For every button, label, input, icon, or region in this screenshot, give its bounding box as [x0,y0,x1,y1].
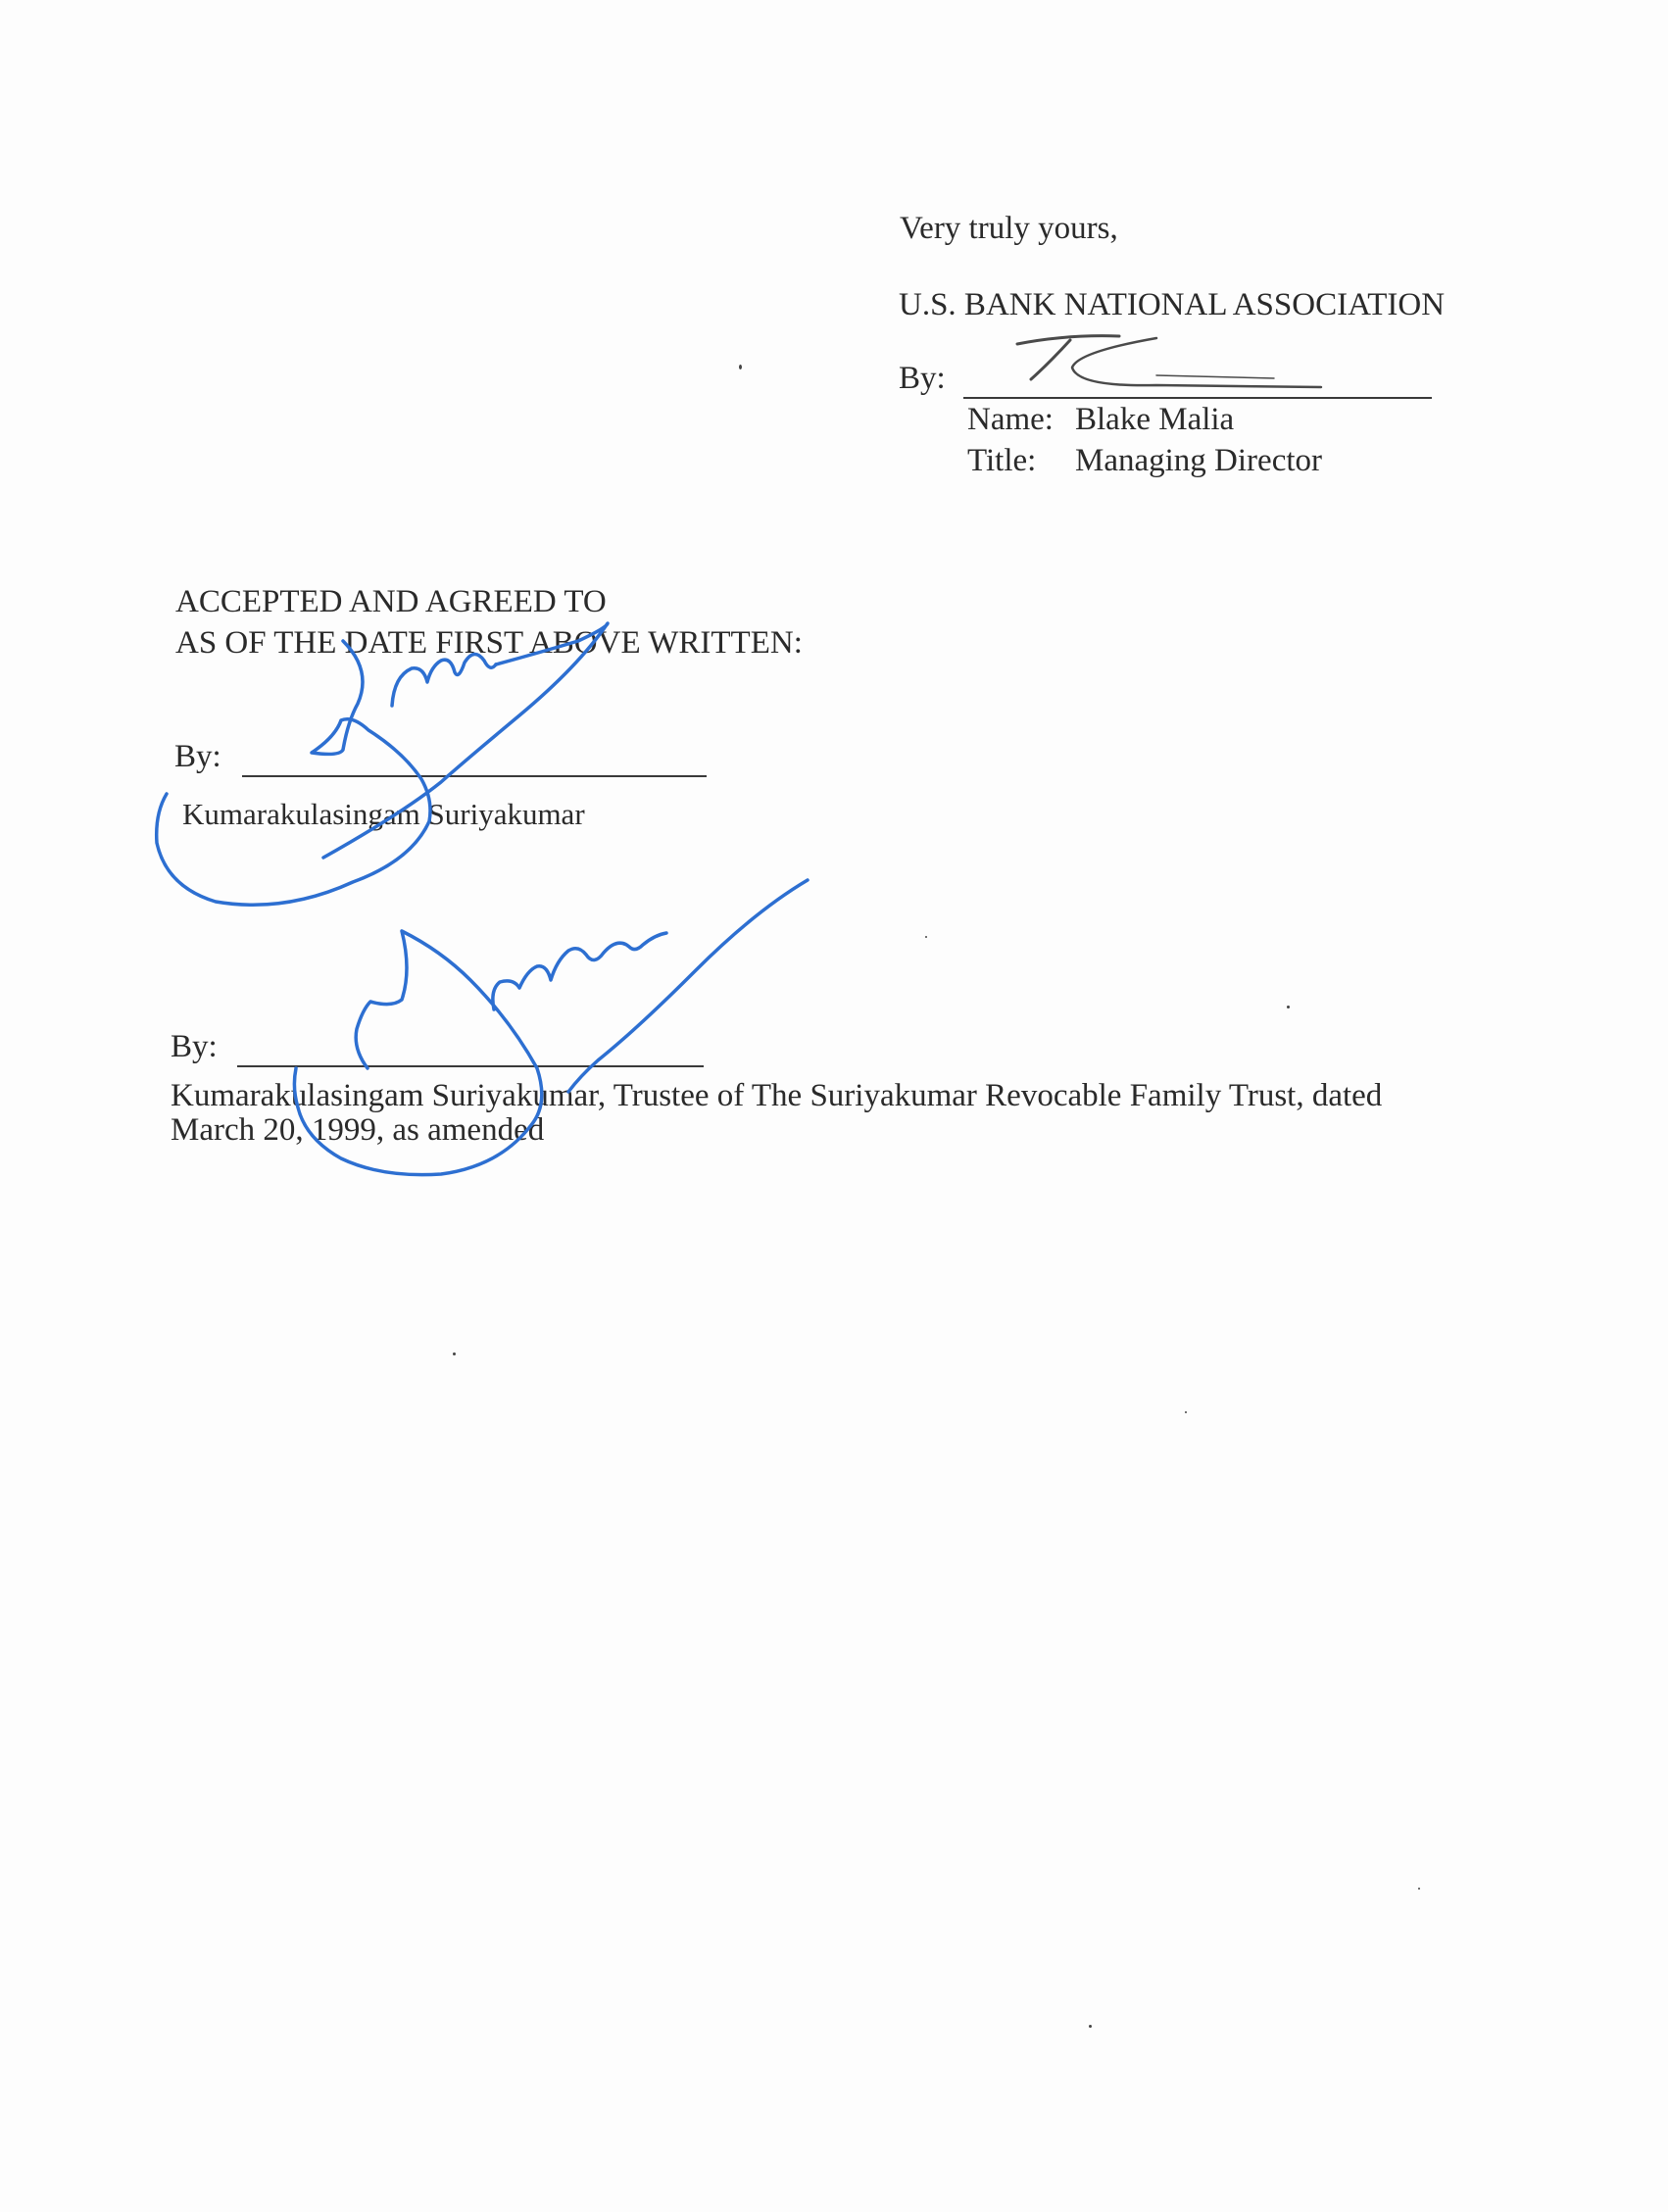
scan-speck [1185,1411,1187,1413]
signatory1-name: Kumarakulasingam Suriyakumar [182,797,585,831]
scan-speck [925,936,927,938]
bank-by-label: By: [899,361,946,396]
bank-name: U.S. BANK NATIONAL ASSOCIATION [899,287,1446,322]
bank-title-label: Title: [967,443,1037,478]
signatory2-line-2: March 20, 1999, as amended [171,1112,545,1148]
scan-speck [453,1352,456,1355]
signatory2-signature [274,872,823,1215]
acceptance-line-2: AS OF THE DATE FIRST ABOVE WRITTEN: [175,625,803,661]
scan-speck [1287,1006,1290,1008]
closing-line: Very truly yours, [900,211,1118,246]
acceptance-line-1: ACCEPTED AND AGREED TO [175,584,607,619]
bank-signature-line [963,397,1432,399]
signatory1-by-label: By: [174,739,221,774]
scan-speck [1089,2025,1092,2028]
scan-speck [1418,1888,1420,1890]
signatory2-line-1: Kumarakulasingam Suriyakumar, Trustee of The Suriyakumar Revocable Family Trust, dated [171,1078,1383,1113]
bank-name-label: Name: [967,402,1054,437]
scan-speck [739,365,742,369]
bank-signature [1009,328,1333,397]
bank-name-value: Blake Malia [1075,402,1235,437]
bank-title-value: Managing Director [1075,443,1322,478]
signatory2-by-label: By: [171,1029,218,1064]
